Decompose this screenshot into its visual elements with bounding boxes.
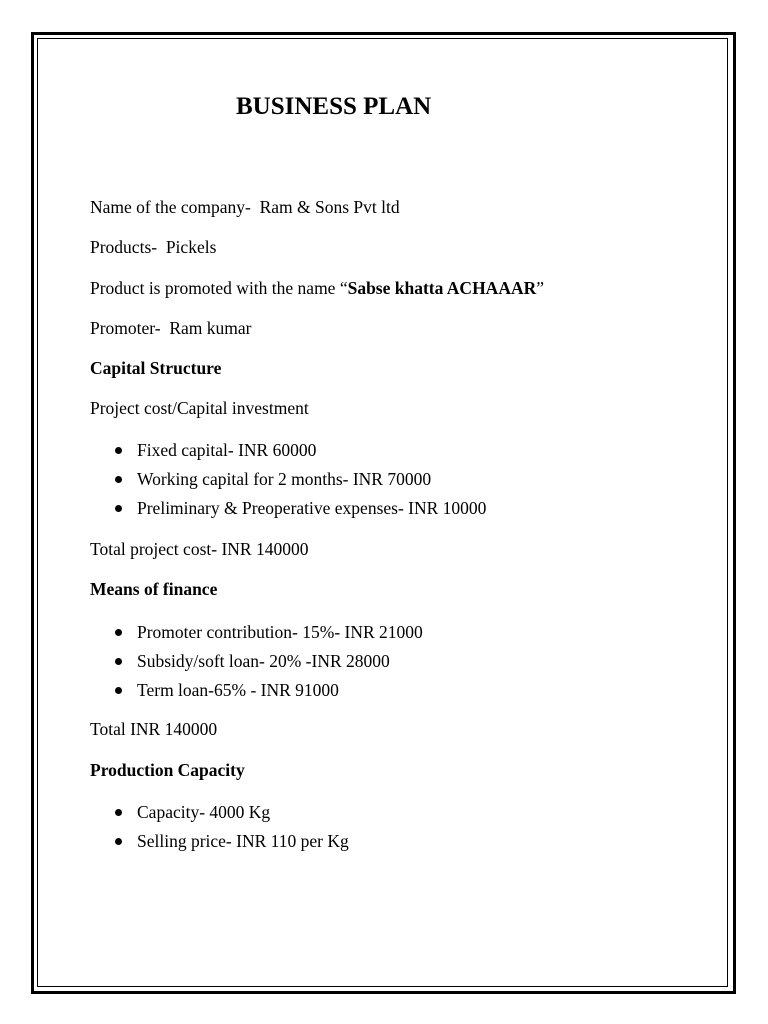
promotion-line bbox=[90, 277, 544, 299]
means-of-finance-heading: Means of finance bbox=[90, 579, 218, 599]
list-item bbox=[115, 439, 486, 468]
production-capacity-list bbox=[115, 801, 349, 859]
list-item bbox=[115, 650, 423, 679]
list-item bbox=[115, 621, 423, 650]
company-value: Ram & Sons Pvt ltd bbox=[259, 197, 400, 217]
list-item bbox=[115, 679, 423, 708]
list-item-text: Term loan-65% - INR 91000 bbox=[137, 680, 339, 700]
list-item bbox=[115, 830, 349, 859]
list-item-text: Preliminary & Preoperative expenses- INR 10000 bbox=[137, 498, 487, 518]
promotion-brand-name: Sabse khatta ACHAAAR bbox=[347, 278, 537, 298]
products-line bbox=[90, 236, 216, 258]
bullet-icon bbox=[115, 447, 122, 454]
promotion-suffix: ” bbox=[536, 278, 545, 298]
promoter-line bbox=[90, 317, 252, 339]
list-item-text: Fixed capital- INR 60000 bbox=[137, 440, 317, 460]
document-title: BUSINESS PLAN bbox=[236, 93, 432, 120]
list-item bbox=[115, 801, 349, 830]
bullet-icon bbox=[115, 809, 122, 816]
bullet-icon bbox=[115, 505, 122, 512]
list-item-text: Selling price- INR 110 per Kg bbox=[137, 831, 349, 851]
bullet-icon bbox=[115, 476, 122, 483]
list-item bbox=[115, 468, 486, 497]
capital-structure-heading: Capital Structure bbox=[90, 358, 222, 378]
list-item bbox=[115, 497, 486, 526]
bullet-icon bbox=[115, 838, 122, 845]
list-item-text: Capacity- 4000 Kg bbox=[137, 802, 271, 822]
total-project-cost: Total project cost- INR 140000 bbox=[90, 539, 309, 559]
list-item-text: Subsidy/soft loan- 20% -INR 28000 bbox=[137, 651, 390, 671]
list-item-text: Working capital for 2 months- INR 70000 bbox=[137, 469, 432, 489]
company-label: Name of the company- bbox=[90, 197, 251, 217]
list-item-text: Promoter contribution- 15%- INR 21000 bbox=[137, 622, 423, 642]
bullet-icon bbox=[115, 687, 122, 694]
products-value: Pickels bbox=[165, 237, 217, 257]
company-line bbox=[90, 196, 400, 218]
products-label: Products- bbox=[90, 237, 158, 257]
promoter-label: Promoter- bbox=[90, 318, 161, 338]
capital-structure-list bbox=[115, 439, 486, 526]
production-capacity-heading: Production Capacity bbox=[90, 760, 245, 780]
bullet-icon bbox=[115, 658, 122, 665]
bullet-icon bbox=[115, 629, 122, 636]
capital-structure-subheading: Project cost/Capital investment bbox=[90, 398, 309, 418]
total-finance: Total INR 140000 bbox=[90, 719, 218, 739]
promotion-prefix: Product is promoted with the name “ bbox=[90, 278, 348, 298]
means-of-finance-list bbox=[115, 621, 423, 708]
promoter-value: Ram kumar bbox=[169, 318, 252, 338]
